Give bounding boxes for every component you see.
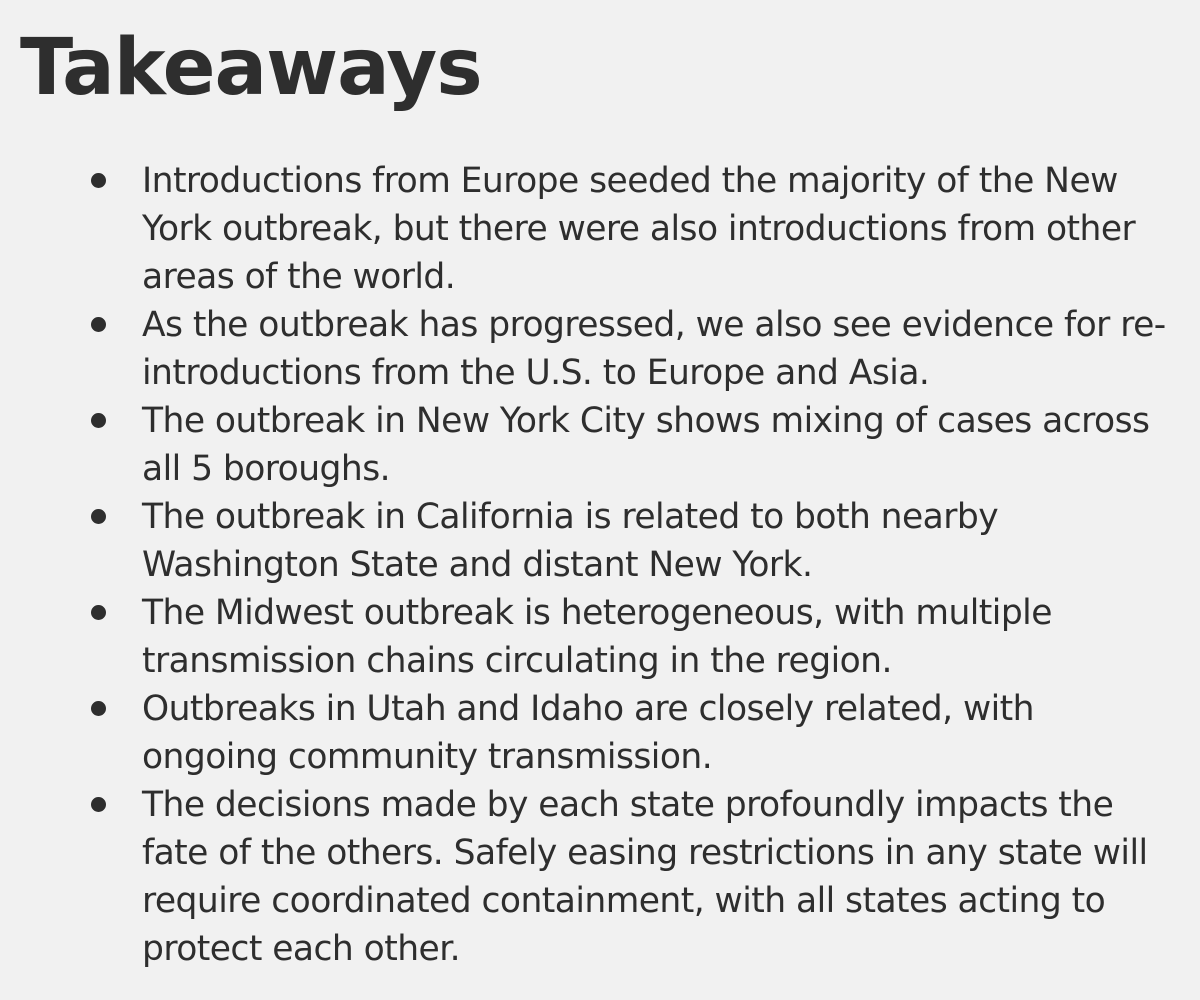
list-item — [88, 781, 1178, 973]
bullet-icon — [91, 173, 106, 188]
bullet-icon — [91, 317, 106, 332]
page-title: Takeaways — [20, 23, 482, 113]
list-item — [88, 301, 1178, 397]
takeaways-list — [88, 157, 1178, 973]
list-item — [88, 589, 1178, 685]
takeaway-text: Outbreaks in Utah and Idaho are closely related, with ongoing community transmission. — [142, 689, 1034, 777]
list-item — [88, 157, 1178, 301]
takeaway-text: The Midwest outbreak is heterogeneous, with multiple transmission chains circulating in the region. — [142, 593, 1052, 681]
bullet-icon — [91, 701, 106, 716]
list-item — [88, 397, 1178, 493]
takeaway-text: As the outbreak has progressed, we also see evidence for re-introductions from the U.S. to Europe and Asia. — [142, 305, 1166, 393]
takeaway-text: The outbreak in California is related to both nearby Washington State and distant New York. — [142, 497, 999, 585]
bullet-icon — [91, 413, 106, 428]
takeaway-text: The decisions made by each state profoundly impacts the fate of the others. Safely easing restrictions in any state will require coordinated containment, with all states acting to protect each other. — [142, 785, 1148, 969]
bullet-icon — [91, 509, 106, 524]
takeaway-text: Introductions from Europe seeded the majority of the New York outbreak, but there were also introductions from other areas of the world. — [142, 161, 1136, 297]
takeaway-text: The outbreak in New York City shows mixing of cases across all 5 boroughs. — [142, 401, 1150, 489]
list-item — [88, 493, 1178, 589]
list-item — [88, 685, 1178, 781]
bullet-icon — [91, 605, 106, 620]
bullet-icon — [91, 797, 106, 812]
